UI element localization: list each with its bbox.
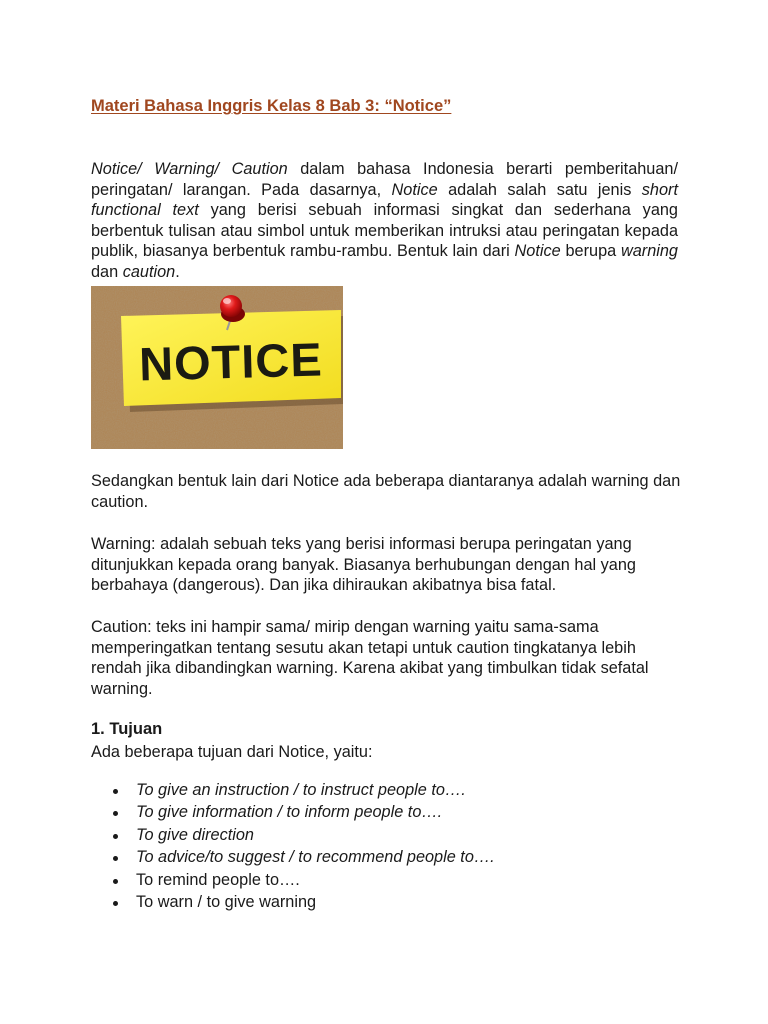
list-item: [91, 824, 678, 846]
intro-text-4: berupa: [560, 242, 621, 261]
paragraph-warning: Warning: adalah sebuah teks yang berisi informasi berupa peringatan yang ditunjukkan kepada orang banyak. Biasanya berhubungan dengan hal yang berbahaya (dangerous). Dan jika dihiraukan akibatnya bisa fatal.: [91, 535, 636, 595]
intro-text-3: yang berisi sebuah informasi singkat dan sederhana yang berbentuk tulisan atau simbol untuk memberikan intruksi atau peringatan kepada publik, biasanya berbentuk rambu-rambu. Bentuk lain dari: [91, 201, 678, 261]
paragraph-caution: Caution: teks ini hampir sama/ mirip dengan warning yaitu sama-sama memperingatkan tentang sesutu akan tetapi untuk caution tingkatanya lebih rendah jika dibandingkan warning. Karena akibat yang timbulkan tidak sefatal warning.: [91, 618, 649, 698]
intro-text-5: dan: [91, 262, 123, 281]
bullet-icon: [113, 811, 118, 816]
list-item-text: To warn / to give warning: [136, 892, 317, 911]
bullet-icon: [113, 789, 118, 794]
bullet-icon: [113, 834, 118, 839]
notice-image: [91, 286, 343, 449]
intro-em-5: warning: [620, 242, 678, 261]
list-item-text: To give an instruction / to instruct people to….: [136, 781, 466, 799]
intro-paragraph: [91, 159, 678, 283]
intro-text-1: dalam bahasa Indonesia berarti pemberitahuan/ peringatan/ larangan. Pada dasarnya,: [91, 160, 678, 199]
intro-text-6: .: [175, 262, 180, 281]
list-item: [91, 779, 678, 801]
list-item-text: To give information / to inform people to….: [136, 803, 443, 822]
bullet-icon: [113, 901, 118, 906]
bullet-icon: [113, 879, 118, 884]
purpose-list: [91, 779, 678, 913]
notice-sign-text: NOTICE: [138, 332, 324, 391]
list-item-text: To give direction: [136, 825, 254, 844]
list-item: [91, 801, 678, 823]
bullet-icon: [113, 856, 118, 861]
intro-em-3: short functional text: [91, 180, 678, 220]
intro-em-1: Notice/ Warning/ Caution: [91, 160, 288, 178]
list-item-text: To advice/to suggest / to recommend people to….: [136, 848, 495, 867]
list-item: [91, 869, 678, 891]
intro-em-4: Notice: [514, 242, 561, 261]
section-lead: Ada beberapa tujuan dari Notice, yaitu:: [91, 743, 373, 761]
document-title: Materi Bahasa Inggris Kelas 8 Bab 3: “Notice”: [91, 97, 452, 115]
intro-text-2: adalah salah satu jenis: [437, 180, 642, 199]
intro-em-2: Notice: [391, 180, 438, 199]
list-item: [91, 846, 678, 868]
paragraph-other-forms: Sedangkan bentuk lain dari Notice ada beberapa diantaranya adalah warning dan caution.: [91, 472, 681, 511]
list-item-text: To remind people to….: [136, 870, 300, 889]
list-item: [91, 891, 678, 913]
intro-em-6: caution: [122, 262, 176, 281]
section-heading-tujuan: 1. Tujuan: [91, 720, 163, 738]
